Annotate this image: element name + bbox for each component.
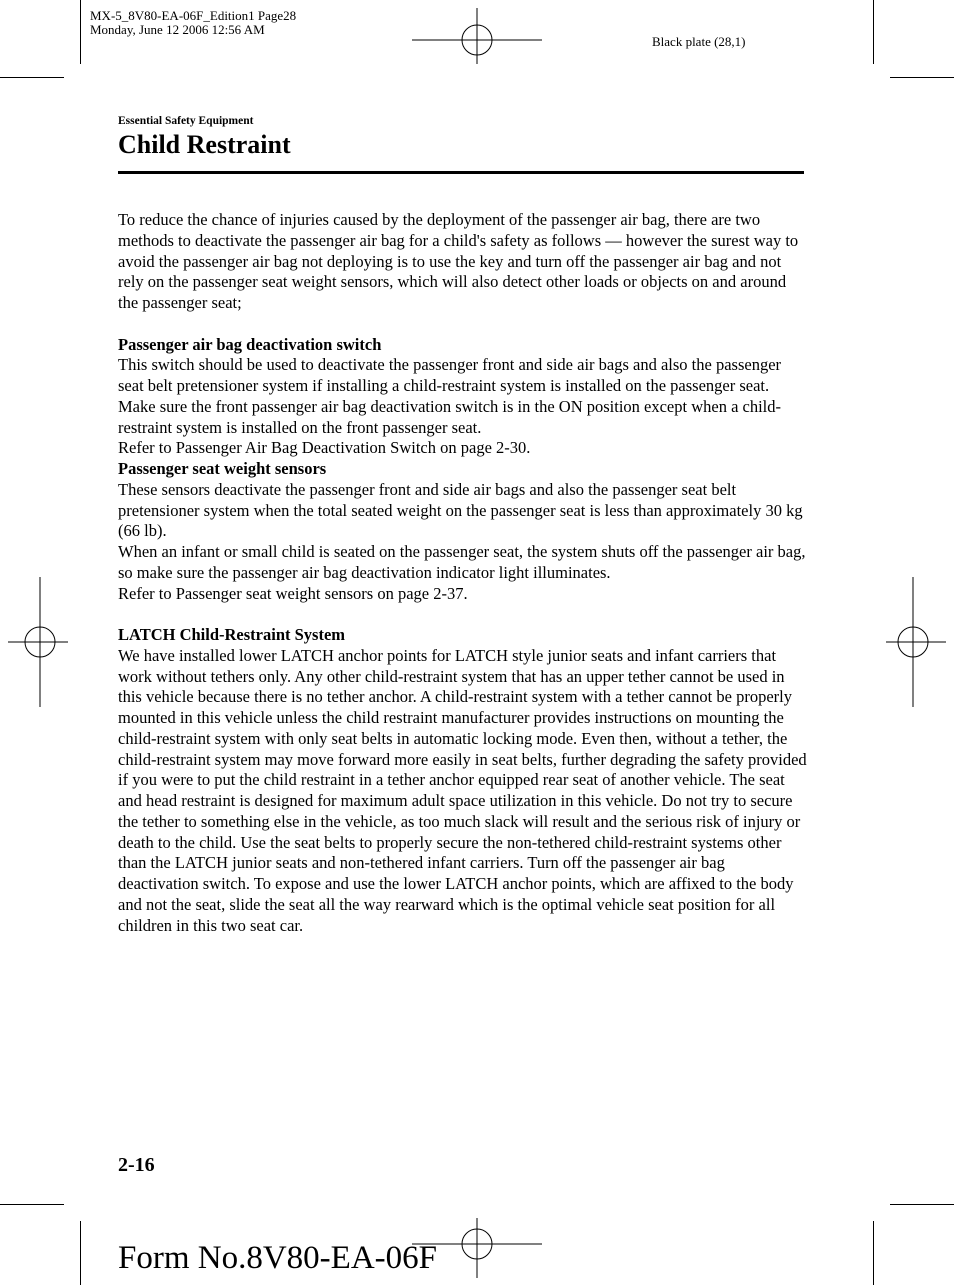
intro-paragraph: To reduce the chance of injuries caused by the deployment of the passenger air bag, there are two methods to deactivate the passenger air bag for a child's safety as follows ― however the surest way to avoid the passenger air bag not deploying is to use the key and turn off the passenger air bag and not rely on the passenger seat weight sensors, which will also detect other loads or objects on and around the passenger seat; bbox=[118, 210, 799, 312]
crop-mark bbox=[80, 1221, 81, 1285]
section-label: Essential Safety Equipment bbox=[118, 115, 254, 127]
page-number: 2-16 bbox=[118, 1154, 155, 1176]
body-text bbox=[118, 210, 808, 936]
file-name-line: MX-5_8V80-EA-06F_Edition1 Page28 bbox=[90, 8, 297, 23]
page-title: Child Restraint bbox=[118, 130, 291, 159]
sensor-paragraph: These sensors deactivate the passenger front and side air bags and also the passenger seat belt pretensioner system when the total seated weight on the passenger seat is less than approximately 30 kg (66 lb). bbox=[118, 479, 803, 541]
latch-paragraph: We have installed lower LATCH anchor points for LATCH style junior seats and infant carriers that work without tethers only. Any other child-restraint system that has an upper tether cannot be used in this vehicle because there is no tether anchor. A child-restraint system with a tether cannot be properly mounted in this vehicle unless the child restraint manufacturer provides instructions on mounting the child-restraint system with only seat belts in automatic locking mode. Even then, without a tether, the child-restraint system may move forward more easily in seat belts, further degrading the safety provided if you were to put the child restraint in a tether anchor equipped rear seat of another vehicle. The seat and head restraint is designed for maximum adult space utilization in this vehicle. Do not try to secure the tether to something else in the vehicle, as too much slack will result and the serious risk of injury or death to the child. Use the seat belts to properly secure the non-tethered child-restraint systems other than the LATCH junior seats and non-tethered infant carriers. Turn off the passenger air bag deactivation switch. To expose and use the lower LATCH anchor points, which are affixed to the body and not the seat, slide the seat all the way rearward which is the optimal vehicle seat position for all children in this two seat car. bbox=[118, 645, 807, 935]
registration-mark-left bbox=[8, 577, 68, 707]
sensor-heading: Passenger seat weight sensors bbox=[118, 459, 327, 478]
file-date-line: Monday, June 12 2006 12:56 AM bbox=[90, 22, 265, 37]
registration-mark-top bbox=[412, 8, 542, 64]
sensor-paragraph: When an infant or small child is seated on the passenger seat, the system shuts off the passenger air bag, so make sure the passenger air bag deactivation indicator light illuminates. bbox=[118, 542, 806, 582]
switch-paragraph: This switch should be used to deactivate the passenger front and side air bags and also the passenger seat belt pretensioner system if installing a child-restraint system is installed on the passenger seat. bbox=[118, 355, 782, 395]
crop-mark bbox=[873, 1221, 874, 1285]
form-number: Form No.8V80-EA-06F bbox=[118, 1240, 437, 1276]
crop-mark bbox=[890, 1204, 954, 1205]
registration-mark-right bbox=[886, 577, 946, 707]
crop-mark bbox=[0, 1204, 64, 1205]
latch-heading: LATCH Child-Restraint System bbox=[118, 625, 346, 644]
sensor-reference: Refer to Passenger seat weight sensors on page 2-37. bbox=[118, 583, 468, 603]
plate-label: Black plate (28,1) bbox=[652, 34, 746, 49]
title-rule bbox=[118, 171, 804, 174]
switch-heading: Passenger air bag deactivation switch bbox=[118, 334, 382, 354]
switch-reference: Refer to Passenger Air Bag Deactivation Switch on page 2-30. bbox=[118, 438, 531, 458]
crop-mark bbox=[890, 77, 954, 78]
crop-mark bbox=[0, 77, 64, 78]
switch-paragraph: Make sure the front passenger air bag deactivation switch is in the ON position except when a child-restraint system is installed on the front passenger seat. bbox=[118, 396, 782, 437]
crop-mark bbox=[873, 0, 874, 64]
crop-mark bbox=[80, 0, 81, 64]
file-info bbox=[90, 9, 296, 37]
